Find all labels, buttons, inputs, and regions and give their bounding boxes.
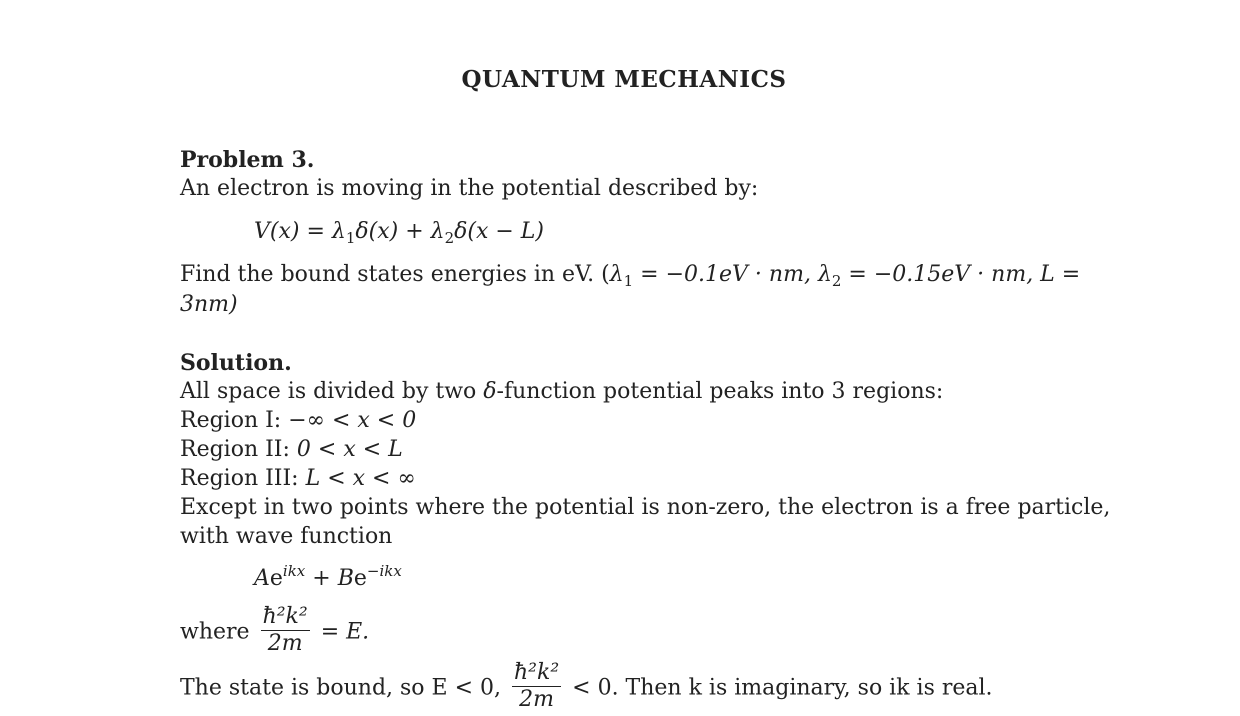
free-particle-line-1: Except in two points where the potential is non-zero, the electron is a free particle, [180, 495, 1111, 520]
potential-equation [254, 218, 544, 246]
problem-heading: Problem 3. [180, 147, 315, 173]
free-particle-line-2: with wave function [180, 524, 393, 549]
task-lambda-2-subscript: 2 [831, 272, 842, 290]
task-value-1: = −0.1eV · nm, [633, 262, 818, 287]
solution-line-1 [180, 378, 943, 406]
where-rhs: = E. [313, 619, 370, 645]
region-2-label: Region II: [180, 437, 297, 462]
task-lambda-1: λ [609, 262, 624, 287]
equation-lhs: V(x) = [254, 219, 332, 244]
where-word: where [180, 619, 257, 645]
wave-e-1: e [269, 566, 283, 591]
delta-term-1: δ(x) + [355, 219, 431, 244]
task-text: Find the bound states energies in eV. ( [180, 262, 610, 287]
lambda-1-subscript: 1 [345, 229, 356, 247]
solution-line-1-start: All space is divided by two [180, 379, 484, 404]
task-lambda-1-subscript: 1 [623, 272, 634, 290]
region-1-label: Region I: [180, 408, 289, 433]
bound-state-start: The state is bound, so E < 0, [180, 675, 509, 701]
task-lambda-2: λ [817, 262, 832, 287]
bound-fraction-denominator: 2m [519, 687, 555, 712]
problem-intro: An electron is moving in the potential described by: [180, 176, 759, 201]
wave-exponent-1: ikx [282, 562, 306, 580]
bound-state-end: < 0. Then k is imaginary, so ik is real. [565, 675, 993, 701]
region-2-range: 0 < x < L [296, 437, 403, 462]
region-3 [180, 465, 416, 493]
lambda-1: λ [331, 219, 346, 244]
region-1-range: −∞ < x < 0 [288, 408, 417, 433]
bound-fraction [512, 660, 561, 713]
lambda-2-subscript: 2 [444, 229, 455, 247]
energy-fraction-numerator: ħ²k² [262, 604, 308, 629]
solution-heading: Solution. [180, 350, 292, 376]
wave-coefficient-a: A [254, 566, 270, 591]
task-line-1 [180, 261, 1080, 289]
region-3-range: L < x < ∞ [305, 466, 416, 491]
bound-state-line [180, 662, 993, 715]
task-value-2: = −0.15eV · nm, L = [841, 262, 1081, 287]
lambda-2: λ [430, 219, 445, 244]
region-3-label: Region III: [180, 466, 306, 491]
page-title: QUANTUM MECHANICS [461, 66, 787, 93]
wave-function-equation [254, 562, 402, 593]
delta-symbol: δ [483, 379, 497, 404]
where-line [180, 606, 369, 659]
bound-fraction-numerator: ħ²k² [514, 660, 560, 685]
wave-plus-b: + B [305, 566, 354, 591]
energy-fraction-denominator: 2m [267, 631, 303, 656]
energy-fraction [261, 604, 310, 657]
region-1 [180, 407, 416, 435]
wave-exponent-2: −ikx [366, 562, 402, 580]
wave-e-2: e [353, 566, 367, 591]
region-2 [180, 436, 403, 464]
solution-line-1-end: -function potential peaks into 3 regions: [496, 379, 944, 404]
delta-term-2: δ(x − L) [454, 219, 544, 244]
task-line-2: 3nm) [180, 292, 238, 317]
